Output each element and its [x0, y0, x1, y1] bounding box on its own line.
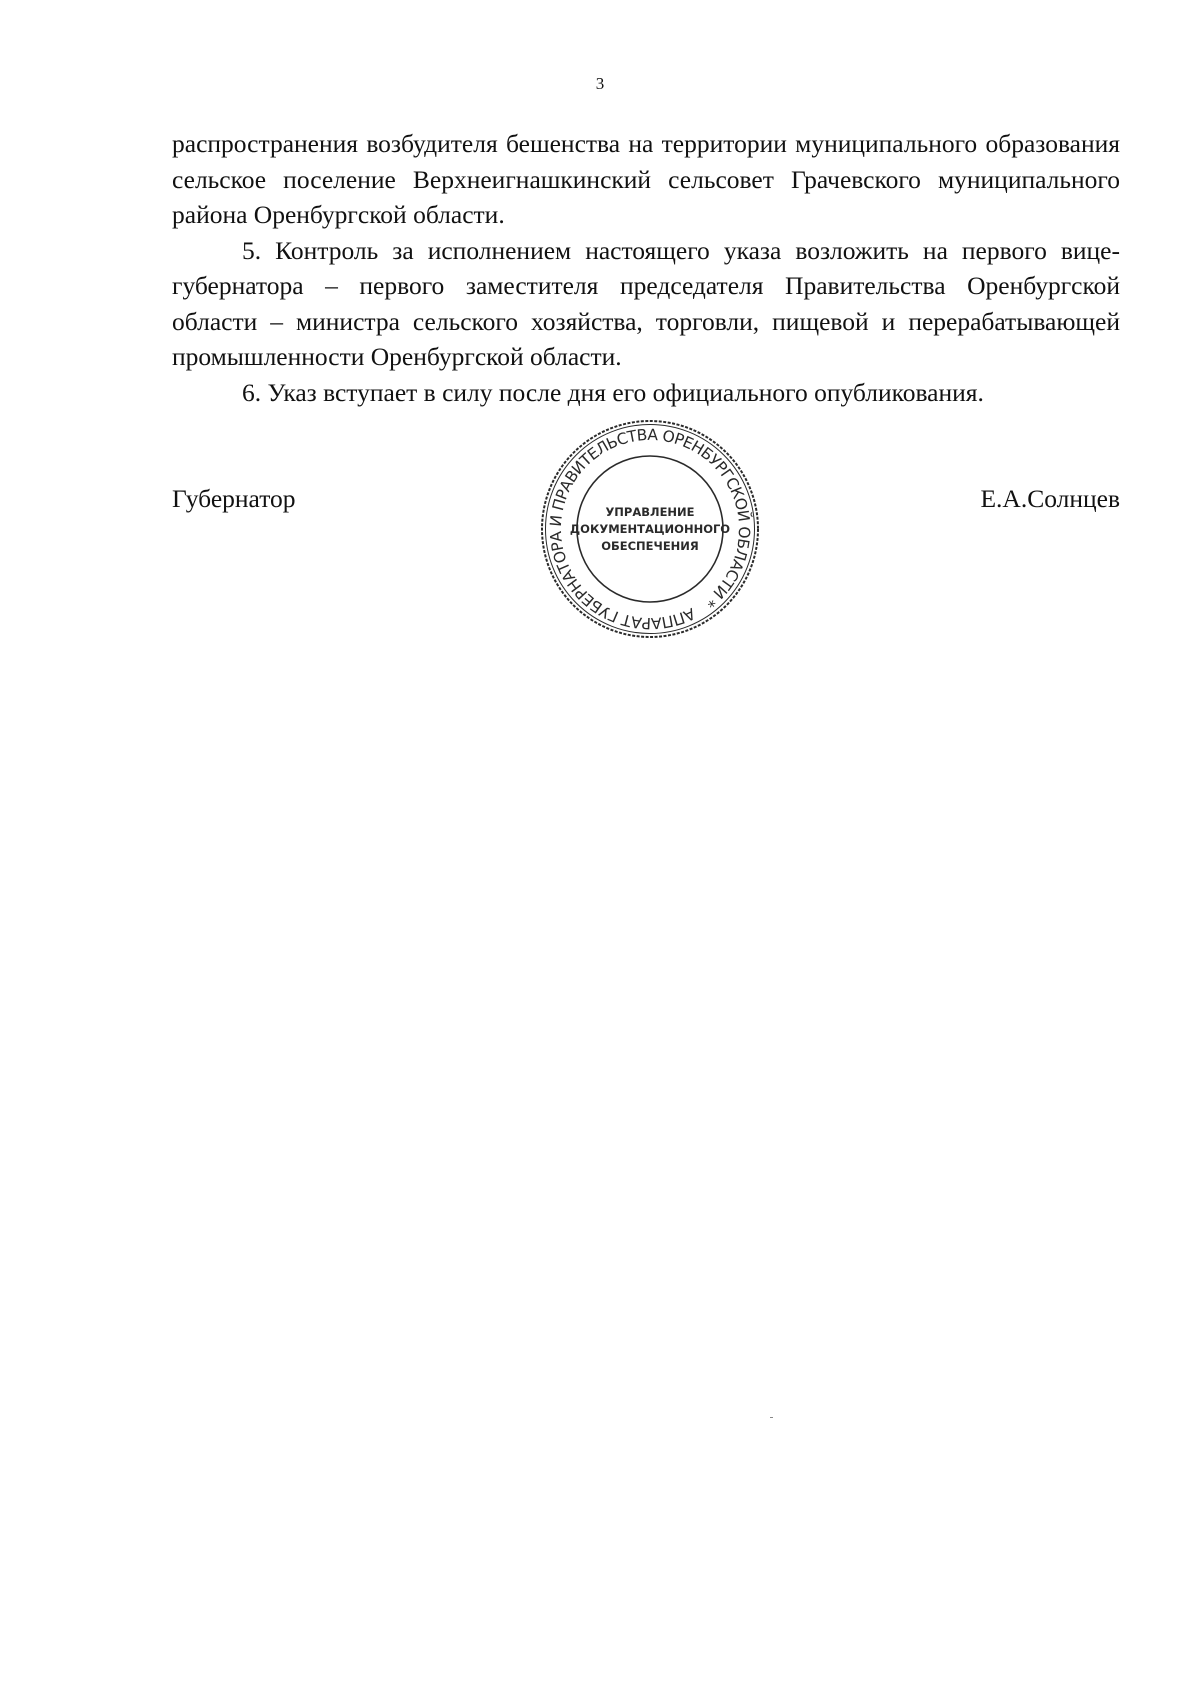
paragraph-5: 5. Контроль за исполнением настоящего указа возложить на первого вице-губернатора – первого заместителя председателя Правительства Оренбургской области – министра сельского хозяйства, торговли, пищевой и перерабатывающей промышленности Оренбургской области. — [172, 235, 1120, 371]
scan-speck — [770, 1417, 773, 1418]
document-body — [172, 126, 1120, 410]
stamp-center-line-2: ДОКУМЕНТАЦИОННОГО — [569, 522, 731, 536]
official-stamp — [539, 418, 761, 640]
paragraph-continuation: распространения возбудителя бешенства на территории муниципального образования сельское поселение Верхнеигнашкинский сельсовет Грачевского муниципального района Оренбургской области. — [172, 129, 1120, 229]
stamp-ring-text: АППАРАТ ГУБЕРНАТОРА И ПРАВИТЕЛЬСТВА ОРЕНБУРГСКОЙ ОБЛАСТИ * — [546, 425, 754, 633]
stamp-seal-graphic — [539, 418, 761, 640]
stamp-center-line-1: УПРАВЛЕНИЕ — [605, 505, 695, 519]
paragraph-6: 6. Указ вступает в силу после дня его официального опубликования. — [242, 377, 984, 407]
signatory-title: Губернатор — [172, 484, 296, 513]
stamp-center-line-3: ОБЕСПЕЧЕНИЯ — [601, 539, 699, 553]
signatory-name: Е.А.Солнцев — [980, 484, 1120, 513]
page-number: 3 — [595, 74, 605, 93]
